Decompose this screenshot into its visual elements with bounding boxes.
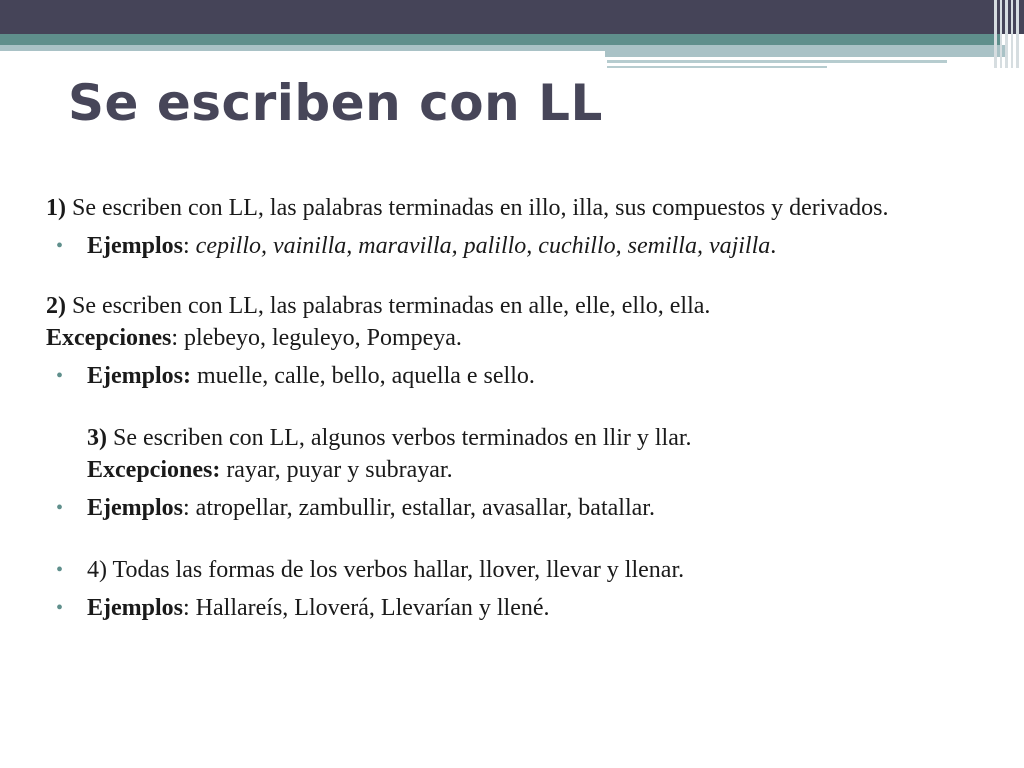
bullet-icon: • <box>56 497 64 519</box>
rule-1 <box>46 192 976 224</box>
examples-label: Ejemplos: <box>87 363 191 389</box>
header-band-light-right <box>605 45 1005 57</box>
rule-2-exceptions <box>46 322 976 354</box>
slide-title: Se escriben con LL <box>68 74 603 132</box>
rule-2 <box>46 290 976 322</box>
rule-3-examples <box>46 492 976 524</box>
header-band-dark <box>0 0 1024 34</box>
bullet-icon: • <box>56 559 64 581</box>
examples-text: : atropellar, zambullir, estallar, avasallar, batallar. <box>183 495 655 521</box>
rule-2-number: 2) <box>46 293 66 319</box>
slide-body <box>46 192 976 624</box>
examples-label: Ejemplos <box>87 495 183 521</box>
examples-text: : Hallareís, Lloverá, Llevarían y llené. <box>183 595 550 621</box>
exceptions-label: Excepciones: <box>87 457 221 483</box>
examples-text: muelle, calle, bello, aquella e sello. <box>191 363 535 389</box>
exceptions-text: rayar, puyar y subrayar. <box>220 457 453 483</box>
header-vertical-stripes <box>990 0 1024 68</box>
exceptions-label: Excepciones <box>46 325 172 351</box>
bullet-icon: • <box>56 365 64 387</box>
exceptions-text: : plebeyo, leguleyo, Pompeya. <box>171 325 462 351</box>
examples-label: Ejemplos <box>87 595 183 621</box>
header-line-2 <box>607 66 827 68</box>
rule-3-text: Se escriben con LL, algunos verbos terminados en llir y llar. <box>107 425 692 451</box>
rule-2-text: Se escriben con LL, las palabras terminadas en alle, elle, ello, ella. <box>66 293 711 319</box>
examples-label: Ejemplos <box>87 233 183 259</box>
rule-1-number: 1) <box>46 195 66 221</box>
rule-4-text: 4) Todas las formas de los verbos hallar, llover, llevar y llenar. <box>87 557 685 583</box>
rule-1-text: Se escriben con LL, las palabras terminadas en illo, illa, sus compuestos y derivados. <box>66 195 889 221</box>
rule-3 <box>46 422 976 454</box>
rule-2-examples <box>46 360 976 392</box>
bullet-icon: • <box>56 597 64 619</box>
rule-3-number: 3) <box>87 425 107 451</box>
bullet-icon: • <box>56 235 64 257</box>
header-band-teal <box>0 34 1000 45</box>
header-line-1 <box>607 60 947 63</box>
rule-4-examples <box>46 592 976 624</box>
rule-4 <box>46 554 976 586</box>
header-band-light-left <box>0 45 605 51</box>
examples-text: cepillo, vainilla, maravilla, palillo, cuchillo, semilla, vajilla <box>195 233 771 259</box>
rule-3-exceptions <box>46 454 976 486</box>
rule-1-examples: • Ejemplos: cepillo, vainilla, maravilla, palillo, cuchillo, semilla, vajilla. <box>46 230 976 262</box>
